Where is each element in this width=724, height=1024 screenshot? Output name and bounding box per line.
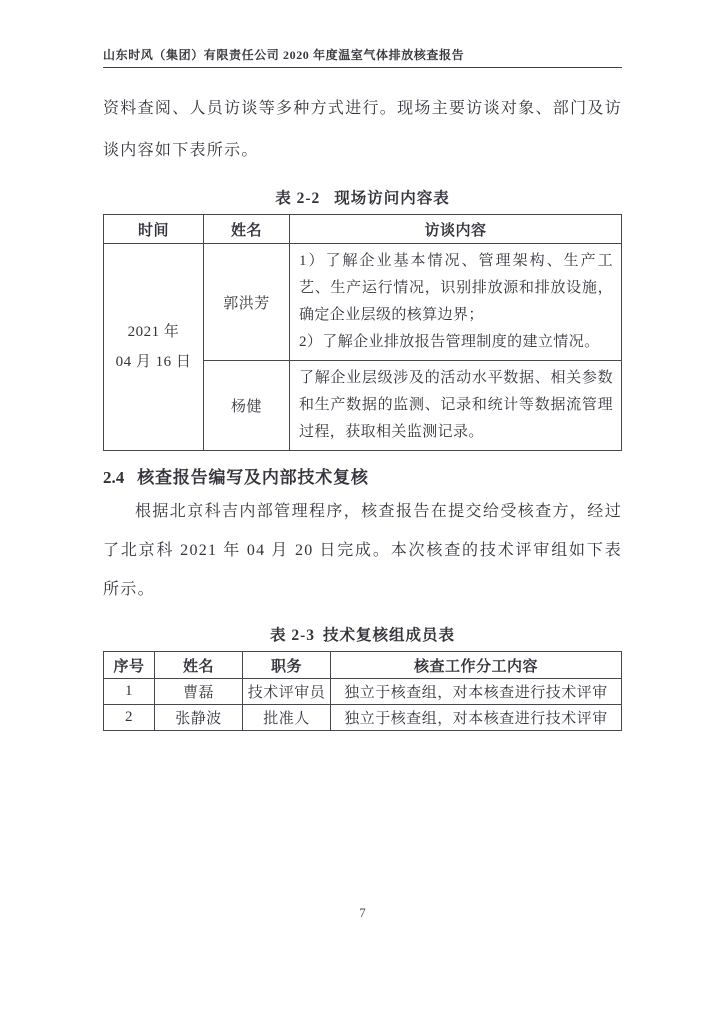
header-cell-no: 序号 xyxy=(104,652,155,679)
paragraph-internal-review: 根据北京科吉内部管理程序，核查报告在提交给受核查方，经过了北京科 2021 年 04 月 20 日完成。本次核查的技术评审组如下表所示。 xyxy=(103,503,622,598)
page-content xyxy=(103,0,622,731)
cell-member-no: 2 xyxy=(104,705,155,731)
table-site-visit xyxy=(103,214,622,451)
interview-content-item: 了解企业层级涉及的活动水平数据、相关参数和生产数据的监测、记录和统计等数据流管理过程，获取相关监测记录。 xyxy=(299,370,613,440)
cell-visit-date xyxy=(104,244,204,451)
header-cell-interview-content: 访谈内容 xyxy=(290,215,622,244)
cell-member-duty: 独立于核查组，对本核查进行技术评审 xyxy=(331,705,622,731)
visit-date-day: 04 月 16 日 xyxy=(115,354,192,370)
table-row xyxy=(104,215,622,244)
cell-member-name: 曹磊 xyxy=(155,679,243,705)
cell-interview-content xyxy=(290,244,622,361)
page-number: 7 xyxy=(359,906,366,920)
header-cell-duty: 核查工作分工内容 xyxy=(331,652,622,679)
section-heading-2-4 xyxy=(103,466,622,490)
table-2-3-caption-label: 表 2-3 xyxy=(269,627,316,644)
header-cell-name: 姓名 xyxy=(155,652,243,679)
section-title: 核查报告编写及内部技术复核 xyxy=(137,468,369,487)
table-row xyxy=(104,705,622,731)
table-2-2-caption-label: 表 2-2 xyxy=(275,190,321,207)
header-cell-role: 职务 xyxy=(243,652,331,679)
cell-member-duty: 独立于核查组，对本核查进行技术评审 xyxy=(331,679,622,705)
interview-content-item: 1）了解企业基本情况、管理架构、生产工艺、生产运行情况，识别排放源和排放设施，确定企业层级的核算边界； xyxy=(299,253,613,323)
table-2-2-caption xyxy=(103,188,622,210)
visit-date-year: 2021 年 xyxy=(127,324,180,340)
cell-member-role: 批准人 xyxy=(243,705,331,731)
cell-interview-content xyxy=(290,361,622,451)
cell-member-name: 张静波 xyxy=(155,705,243,731)
header-cell-name: 姓名 xyxy=(204,215,290,244)
table-2-3-caption xyxy=(103,625,622,647)
interview-content-item: 2）了解企业排放报告管理制度的建立情况。 xyxy=(299,334,600,350)
paragraph-visit-intro: 资料查阅、人员访谈等多种方式进行。现场主要访谈对象、部门及访谈内容如下表所示。 xyxy=(103,100,623,159)
section-number: 2.4 xyxy=(103,468,125,487)
table-row xyxy=(104,652,622,679)
table-2-2-caption-title: 现场访问内容表 xyxy=(334,190,450,207)
cell-interviewee-name: 杨健 xyxy=(204,361,290,451)
running-header: 山东时风（集团）有限责任公司 2020 年度温室气体排放核查报告 xyxy=(103,46,622,68)
table-review-team xyxy=(103,651,622,731)
table-row xyxy=(104,244,622,361)
cell-member-no: 1 xyxy=(104,679,155,705)
table-row xyxy=(104,679,622,705)
cell-interviewee-name: 郭洪芳 xyxy=(204,244,290,361)
cell-member-role: 技术评审员 xyxy=(243,679,331,705)
header-cell-time: 时间 xyxy=(104,215,204,244)
table-2-3-caption-title: 技术复核组成员表 xyxy=(323,627,456,644)
